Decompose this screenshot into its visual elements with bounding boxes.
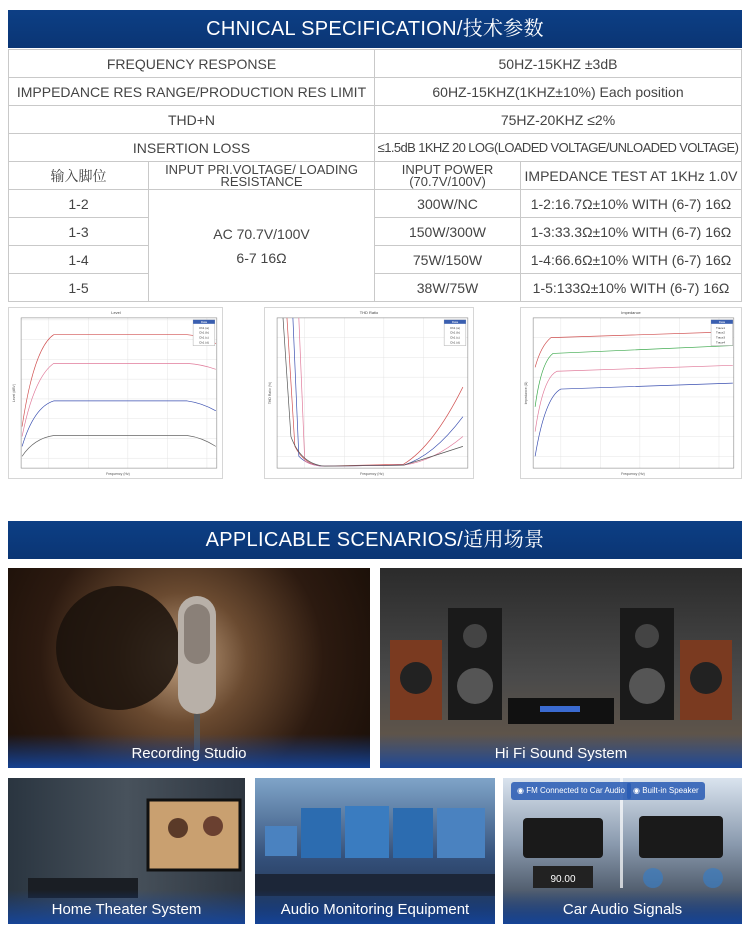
trace-b: [293, 318, 463, 466]
power-cell: 300W/NC: [375, 190, 521, 218]
table-row: [9, 218, 742, 246]
tag-label: FM Connected to Car Audio: [526, 786, 625, 795]
column-header: INPUT POWER (70.7V/100V): [375, 162, 521, 190]
pin-cell: 1-2: [9, 190, 149, 218]
car-audio-image: [503, 778, 742, 924]
legend-entry: Ch1 (a): [199, 325, 209, 330]
trace-a: [287, 318, 463, 466]
graph-title: Level: [111, 309, 121, 315]
scenario-caption: Recording Studio: [8, 734, 370, 768]
monitoring-equipment-image: [255, 778, 495, 924]
legend-entry: Ch1 (c): [199, 335, 209, 340]
table-row: [9, 190, 742, 218]
pin-cell: 1-3: [9, 218, 149, 246]
x-axis-label: Frequency (Hz): [621, 472, 645, 477]
resistance-line: 6-7 16Ω: [236, 249, 287, 266]
voltage-line: AC 70.7V/100V: [213, 225, 310, 242]
y-axis-label: Impedance (Ω): [524, 381, 529, 405]
x-axis-label: Frequency (Hz): [106, 472, 130, 477]
legend-entry: Trace3: [716, 335, 726, 340]
legend-entry: Ch1 (b): [450, 330, 460, 335]
legend-title: Data: [451, 319, 459, 324]
speaker-tag: [627, 782, 705, 800]
pin-cell: 1-5: [9, 274, 149, 302]
trace-3: [535, 365, 733, 431]
trace-1: [535, 332, 733, 368]
x-axis-label: Frequency (Hz): [360, 472, 384, 477]
legend-entry: Ch1 (a): [450, 325, 460, 330]
impedance-cell: 1-5:133Ω±10% WITH (6-7) 16Ω: [521, 274, 742, 302]
tag-label: Built-in Speaker: [642, 786, 699, 795]
level-graph-svg: [9, 308, 222, 478]
plot-frame: [277, 318, 468, 468]
table-row: [9, 274, 742, 302]
legend-entry: Ch1 (d): [199, 340, 209, 345]
pin-cell: 1-4: [9, 246, 149, 274]
column-header: IMPEDANCE TEST AT 1KHz 1.0V: [521, 162, 742, 190]
scenario-caption: Audio Monitoring Equipment: [255, 890, 495, 924]
impedance-cell: 1-3:33.3Ω±10% WITH (6-7) 16Ω: [521, 218, 742, 246]
legend-entry: Trace2: [716, 330, 726, 335]
scenario-caption: Hi Fi Sound System: [380, 734, 742, 768]
trace-2: [535, 346, 733, 407]
home-theater-image: [8, 778, 245, 924]
legend-entry: Ch1 (c): [450, 335, 460, 340]
legend-entry: Trace4: [716, 340, 726, 345]
spec-value: 75HZ-20KHZ ≤2%: [375, 106, 742, 134]
column-header: INPUT PRI.VOLTAGE/ LOADING RESISTANCE: [149, 162, 375, 190]
grid: [533, 318, 734, 468]
legend-entry: Ch1 (d): [450, 340, 460, 345]
column-header: 输入脚位: [9, 162, 149, 190]
power-cell: 75W/150W: [375, 246, 521, 274]
table-row: [9, 106, 742, 134]
hifi-system-image: [380, 568, 742, 768]
impedance-graph: [520, 307, 742, 479]
legend-entry: Trace1: [716, 325, 726, 330]
spec-label: IMPPEDANCE RES RANGE/PRODUCTION RES LIMIT: [9, 78, 375, 106]
spec-label: THD+N: [9, 106, 375, 134]
scenario-caption: Car Audio Signals: [503, 890, 742, 924]
scenarios-banner: APPLICABLE SCENARIOS/适用场景: [8, 521, 742, 559]
plot-frame: [533, 318, 734, 468]
impedance-cell: 1-4:66.6Ω±10% WITH (6-7) 16Ω: [521, 246, 742, 274]
trace-a: [22, 335, 216, 427]
voltage-cell: [149, 190, 375, 302]
spec-value: ≤1.5dB 1KHZ 20 LOG(LOADED VOLTAGE/UNLOADED VOLTAGE): [375, 134, 742, 162]
power-cell: 38W/75W: [375, 274, 521, 302]
radio-icon: ◉: [517, 786, 527, 795]
power-cell: 150W/300W: [375, 218, 521, 246]
scenario-caption: Home Theater System: [8, 890, 245, 924]
impedance-cell: 1-2:16.7Ω±10% WITH (6-7) 16Ω: [521, 190, 742, 218]
table-header-row: [9, 162, 742, 190]
spec-value: 60HZ-15KHZ(1KHZ±10%) Each position: [375, 78, 742, 106]
car-display-readout: 90.00: [550, 874, 576, 885]
speaker-icon: ◉: [633, 786, 643, 795]
y-axis-label: Level (dBV): [12, 384, 17, 402]
impedance-graph-svg: [521, 308, 741, 478]
recording-studio-image: [8, 568, 370, 768]
level-graph: [8, 307, 223, 479]
y-axis-label: THD Ratio (%): [268, 381, 273, 405]
table-row: [9, 246, 742, 274]
trace-4: [535, 383, 733, 456]
trace-c: [22, 401, 216, 446]
fm-tag: [511, 782, 631, 800]
plot-frame: [21, 318, 217, 468]
legend-title: Data: [200, 319, 208, 324]
thd-graph-svg: [265, 308, 473, 478]
legend-title: Data: [718, 319, 726, 324]
trace-b: [22, 363, 216, 436]
graph-title: Impedance: [621, 309, 641, 315]
grid: [277, 318, 468, 468]
table-row: [9, 50, 742, 78]
graph-title: THD Ratio: [359, 309, 379, 315]
grid: [21, 318, 217, 468]
spec-table: [8, 49, 742, 302]
trace-d: [283, 318, 463, 466]
table-row: [9, 78, 742, 106]
thd-graph: [264, 307, 474, 479]
spec-banner: CHNICAL SPECIFICATION/技术参数: [8, 10, 742, 48]
spec-label: FREQUENCY RESPONSE: [9, 50, 375, 78]
spec-value: 50HZ-15KHZ ±3dB: [375, 50, 742, 78]
spec-label: INSERTION LOSS: [9, 134, 375, 162]
legend-entry: Ch1 (b): [199, 330, 209, 335]
table-row: [9, 134, 742, 162]
